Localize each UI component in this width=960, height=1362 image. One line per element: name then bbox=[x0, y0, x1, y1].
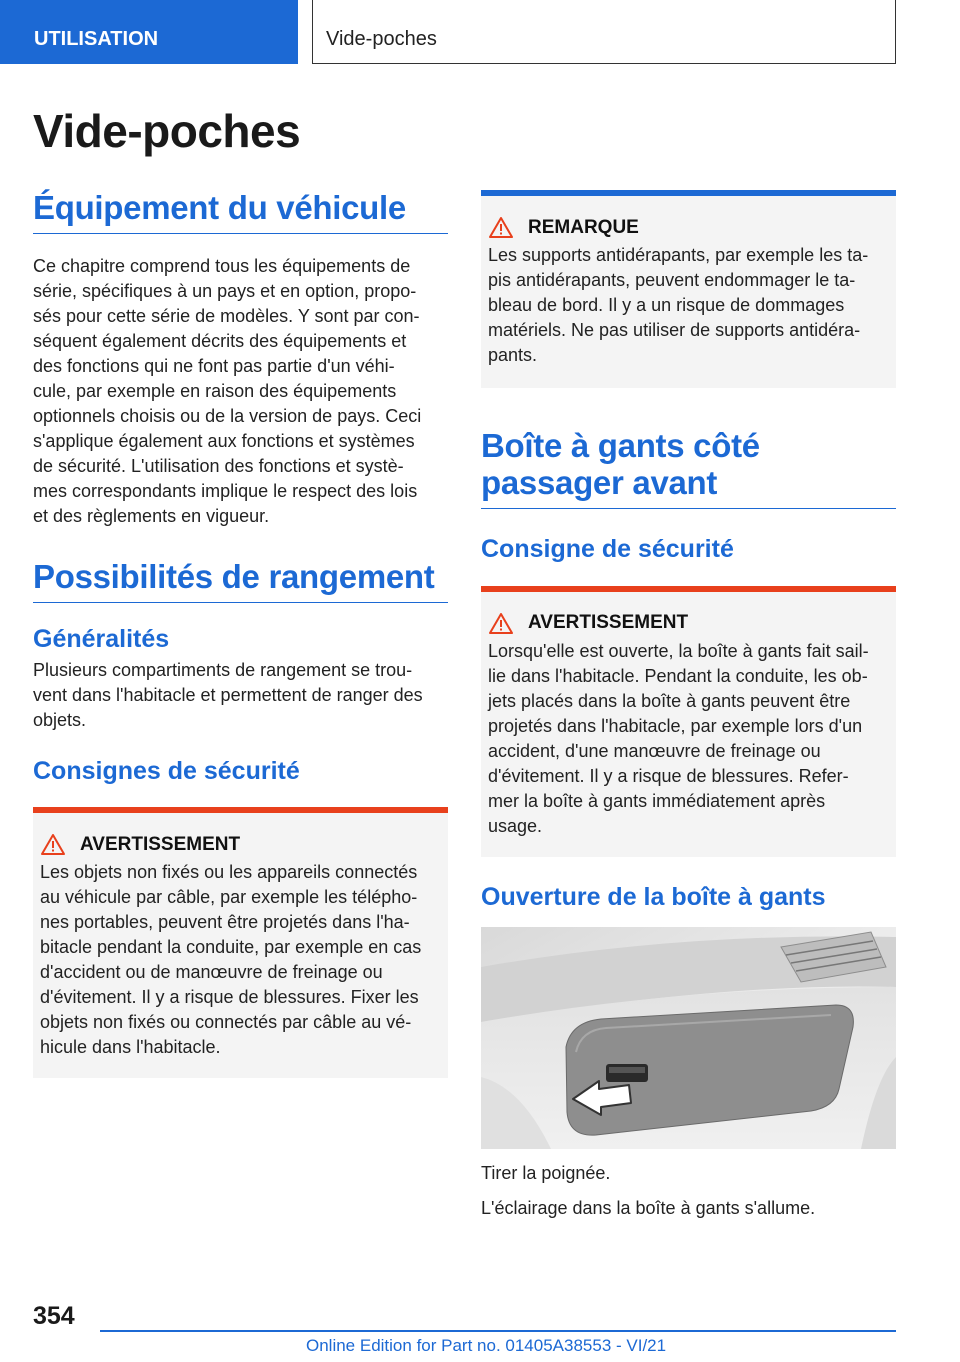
text-line: des fonctions qui ne font pas partie d'un véhi- bbox=[33, 355, 395, 376]
text-line: d'évitement. Il y a risque de blessures. Fixer les bbox=[40, 987, 419, 1008]
text-line: Lorsqu'elle est ouverte, la boîte à gants fait sail- bbox=[488, 640, 869, 661]
warning-box-objects bbox=[33, 807, 448, 1078]
header-section-tab: UTILISATION bbox=[0, 0, 298, 64]
text-line: et des règlements en vigueur. bbox=[33, 505, 270, 526]
note-text bbox=[488, 243, 889, 368]
text-line: usage. bbox=[488, 815, 543, 836]
heading-ouverture: Ouverture de la boîte à gants bbox=[481, 882, 826, 911]
text-line: séquent également décrits des équipements et bbox=[33, 330, 407, 351]
text-line: mer la boîte à gants immédiatement après bbox=[488, 790, 826, 811]
note-box bbox=[481, 190, 896, 388]
heading-generalites: Généralités bbox=[33, 624, 170, 653]
left-column bbox=[33, 190, 448, 1078]
warning-title: AVERTISSEMENT bbox=[80, 833, 241, 855]
warning-title: AVERTISSEMENT bbox=[528, 612, 689, 634]
text-line: nes portables, peuvent être projetés dans l'ha- bbox=[40, 912, 410, 933]
text-line: s'applique également aux fonctions et systèmes bbox=[33, 430, 415, 451]
heading-consignes: Consignes de sécurité bbox=[33, 756, 300, 785]
text-line: sés pour cette série de modèles. Y sont par con- bbox=[33, 305, 420, 326]
footer-edition: Online Edition for Part no. 01405A38553 - VI/21 bbox=[306, 1336, 667, 1355]
text-line: Plusieurs compartiments de rangement se trou- bbox=[33, 659, 413, 680]
warning-triangle-icon bbox=[40, 833, 66, 856]
right-column bbox=[481, 190, 896, 1221]
text-line: pis antidérapants, peuvent endommager le ta- bbox=[488, 270, 856, 290]
text-line: bitacle pendant la conduite, par exemple en cas bbox=[40, 937, 422, 958]
heading-boite-line2: passager avant bbox=[481, 463, 718, 501]
page-number: 354 bbox=[33, 1302, 75, 1330]
caption-light-on: L'éclairage dans la boîte à gants s'allume. bbox=[481, 1198, 816, 1219]
heading-boite-line1: Boîte à gants côté bbox=[481, 427, 760, 464]
text-line: Les supports antidérapants, par exemple les ta- bbox=[488, 245, 869, 265]
text-line: vent dans l'habitacle et permettent de ranger des bbox=[33, 684, 423, 705]
text-line: de sécurité. L'utilisation des fonctions et systè- bbox=[33, 455, 404, 476]
glovebox-drawing bbox=[481, 927, 896, 1149]
text-line: série, spécifiques à un pays et en option, propo- bbox=[33, 280, 417, 301]
text-line: bleau de bord. Il y a un risque de dommages bbox=[488, 295, 845, 315]
heading-consigne: Consigne de sécurité bbox=[481, 534, 734, 563]
warning-text bbox=[488, 639, 889, 839]
text-line: optionnels choisis ou de la version de pays. Ceci bbox=[33, 405, 422, 426]
text-line: Ce chapitre comprend tous les équipements de bbox=[33, 255, 411, 276]
text-line: cule, par exemple en raison des équipements bbox=[33, 380, 397, 401]
warning-box-header bbox=[40, 833, 441, 856]
warning-text bbox=[40, 860, 441, 1060]
paragraph-equipement bbox=[33, 254, 448, 529]
heading-equipement: Équipement du véhicule bbox=[33, 190, 448, 234]
text-line: lie dans l'habitacle. Pendant la conduite, les ob- bbox=[488, 665, 868, 686]
text-line: matériels. Ne pas utiliser de supports antidéra- bbox=[488, 320, 861, 340]
warning-triangle-icon bbox=[488, 216, 514, 239]
note-box-header bbox=[488, 216, 889, 239]
text-line: mes correspondants implique le respect des lois bbox=[33, 480, 418, 501]
glovebox-illustration bbox=[481, 927, 896, 1149]
text-line: projetés dans l'habitacle, par exemple lors d'un bbox=[488, 715, 863, 736]
note-title: REMARQUE bbox=[528, 216, 639, 238]
text-line: au véhicule par câble, par exemple les télépho- bbox=[40, 887, 418, 908]
warning-box-header bbox=[488, 612, 889, 635]
page-title: Vide-poches bbox=[33, 105, 301, 157]
text-line: hicule dans l'habitacle. bbox=[40, 1037, 221, 1058]
text-line: Les objets non fixés ou les appareils connectés bbox=[40, 862, 418, 883]
heading-rangement: Possibilités de rangement bbox=[33, 559, 448, 603]
text-line: accident, d'une manœuvre de freinage ou bbox=[488, 740, 821, 761]
heading-boite-a-gants bbox=[481, 428, 896, 509]
text-line: d'évitement. Il y a risque de blessures. Refer- bbox=[488, 765, 849, 786]
text-line: objets. bbox=[33, 709, 87, 730]
text-line: d'accident ou de manœuvre de freinage ou bbox=[40, 962, 383, 983]
footer-rule bbox=[100, 1330, 896, 1332]
header-page-title: Vide-poches bbox=[312, 0, 896, 64]
warning-triangle-icon bbox=[488, 612, 514, 635]
text-line: pants. bbox=[488, 345, 538, 365]
text-line: objets non fixés ou connectés par câble au vé- bbox=[40, 1012, 412, 1033]
warning-box-glovebox bbox=[481, 586, 896, 857]
paragraph-generalites bbox=[33, 658, 448, 733]
text-line: jets placés dans la boîte à gants peuvent être bbox=[488, 690, 851, 711]
caption-pull-handle: Tirer la poignée. bbox=[481, 1163, 611, 1184]
